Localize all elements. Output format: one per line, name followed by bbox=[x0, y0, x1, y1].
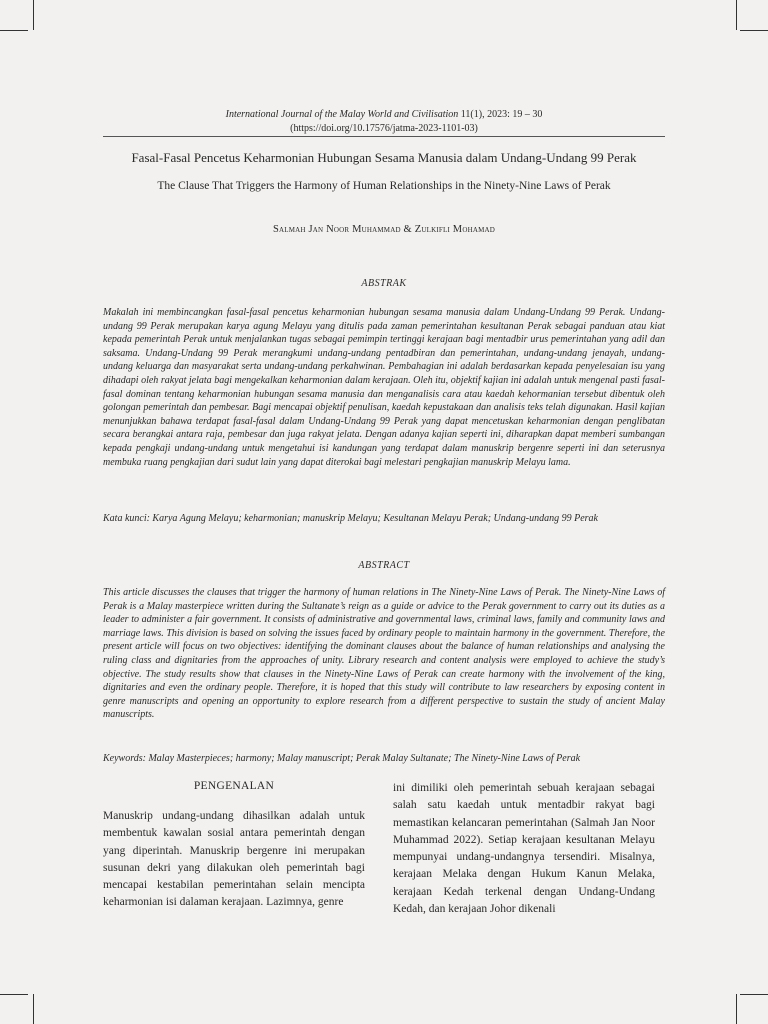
crop-mark-bottom-left-h bbox=[0, 994, 28, 995]
journal-citation bbox=[103, 108, 665, 122]
crop-mark-bottom-left bbox=[33, 994, 34, 1024]
abstrak-keywords: Kata kunci: Karya Agung Melayu; keharmonian; manuskrip Melayu; Kesultanan Melayu Perak; Undang-undang 99 Perak bbox=[103, 513, 598, 524]
crop-mark-top-left-h bbox=[0, 30, 28, 31]
crop-mark-bottom-right-h bbox=[740, 994, 768, 995]
pengenalan-heading: PENGENALAN bbox=[193, 780, 275, 792]
pengenalan-left-column: Manuskrip undang-undang dihasilkan adalah untuk membentuk kawalan sosial antara pemerintah dengan yang diperintah. Manuskrip bergenre ini merupakan susunan dekri yang dilakukan oleh pemerintah bagi mencapai kestabilan pemerintahan selain mencipta keharmonian isi dalaman kerajaan. Lazimnya, genre bbox=[103, 810, 365, 909]
abstrak-body: Makalah ini membincangkan fasal-fasal pencetus keharmonian hubungan sesama manusia dalam Undang-Undang 99 Perak. Undang-undang 99 Perak merupakan karya agung Melayu yang ditulis pada zaman pemerintahan kesultanan Perak sebagai panduan atau kiat kepada pemerintah Perak untuk menjalankan tugas sebagai pemimpin tertinggi kerajaan bagi mentadbir urus pemerintahan yang adil dan saksama. Undang-Undang 99 Perak merangkumi undang-undang pentadbiran dan pemerintahan, undang-undang jenayah, undang-undang keluarga dan masyarakat serta undang-undang perkahwinan. Pembahagian ini adalah berdasarkan kepada penyelesaian isu yang dihadapi oleh rakyat jelata bagi mengekalkan keharmonian dalam kerajaan. Oleh itu, objektif kajian ini adalah untuk mengenal pasti fasal-fasal dominan tentang keharmonian hubungan sesama manusia dan menganalisis cara atau kaedah kehormanian tersebut dibentuk oleh golongan pemerintah dan pembesar. Bagi mencapai objektif penulisan, kaedah kepustakaan dan analisis teks telah digunakan. Hasil kajian menunjukkan bahawa terdapat fasal-fasal dalam Undang-Undang 99 Perak yang dapat mencetuskan keharmonian dengan penglibatan secara berangkai antara raja, pembesar dan juga rakyat jelata. Dengan adanya kajian seperti ini, diharapkan dapat memberi sumbangan kepada pengkaji undang-undang untuk mengetahui isi kandungan yang terdapat dalam manuskrip bergenre seperti ini dan seterusnya membuka ruang pengkajian dari sudut lain yang dapat diterokai bagi melestari pengkajian manuskrip Melayu lama. bbox=[103, 307, 665, 468]
crop-mark-top-right bbox=[736, 0, 737, 30]
journal-name: International Journal of the Malay World and Civilisation bbox=[225, 109, 459, 120]
crop-mark-bottom-right bbox=[736, 994, 737, 1024]
abstract-keywords: Keywords: Malay Masterpieces; harmony; Malay manuscript; Perak Malay Sultanate; The Ninety-Nine Laws of Perak bbox=[103, 753, 581, 764]
journal-doi[interactable]: (https://doi.org/10.17576/jatma-2023-1101-03) bbox=[290, 123, 478, 134]
crop-mark-top-left bbox=[33, 0, 34, 30]
header-rule bbox=[103, 136, 665, 137]
pengenalan-right-column: ini dimiliki oleh pemerintah sebuah kerajaan sebagai salah satu kaedah untuk mentadbir rakyat bagi memastikan kelancaran pemerintahan (Salmah Jan Noor Muhammad 2022). Setiap kerajaan kesultanan Melayu mempunyai undang-undangnya tersendiri. Misalnya, kerajaan Melaka dengan Hukum Kanun Melaka, kerajaan Kedah terkenal dengan Undang-Undang Kedah, dan kerajaan Johor dikenali bbox=[393, 782, 655, 916]
paper-subtitle: The Clause That Triggers the Harmony of Human Relationships in the Ninety-Nine Laws of Perak bbox=[157, 180, 611, 192]
crop-mark-top-right-h bbox=[740, 30, 768, 31]
abstract-body: This article discusses the clauses that trigger the harmony of human relations in The Ninety-Nine Laws of Perak. The Ninety-Nine Laws of Perak is a Malay masterpiece written during the Sultanate’s reign as a guide or advice to the Perak government to carry out its duties as a leader to administer a fair government. It consists of administrative and governmental laws, criminal laws, family and community laws and marriage laws. This division is based on solving the issues faced by ordinary people to maintain harmony in the government. Therefore, the present article will focus on two objectives: identifying the dominant clauses about the balance of human relationships and analysing the ruling class and dignitaries from the approaches of unity. Library research and content analysis were employed to achieve the study’s objective. The study results show that clauses in the Ninety-Nine Laws of Perak can create harmony with the involvement of the king, dignitaries and even the ordinary people. Therefore, it is hoped that this study will contribute to law researchers by exposing content in genre manuscripts and opening an opportunity to explore research from a different perspective to sustain the study of ancient Malay manuscripts. bbox=[103, 587, 665, 721]
abstract-heading: ABSTRACT bbox=[358, 560, 410, 571]
journal-issue: 11(1), 2023: 19 – 30 bbox=[460, 109, 543, 120]
paper-authors: Salmah Jan Noor Muhammad & Zulkifli Mohamad bbox=[272, 224, 496, 235]
abstrak-heading: ABSTRAK bbox=[361, 278, 407, 289]
journal-header bbox=[103, 108, 665, 136]
paper-title: Fasal-Fasal Pencetus Keharmonian Hubungan Sesama Manusia dalam Undang-Undang 99 Perak bbox=[131, 150, 637, 165]
